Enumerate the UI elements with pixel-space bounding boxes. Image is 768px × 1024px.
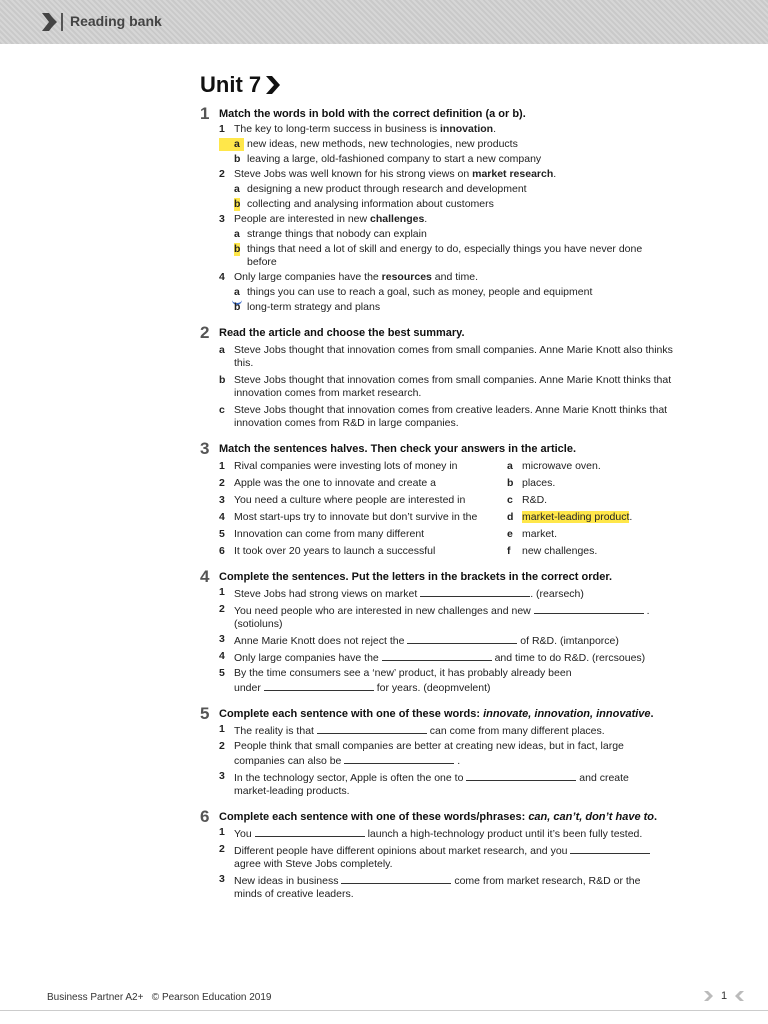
option-b: b long-term strategy and plans <box>234 301 381 313</box>
option-b: b things that need a lot of skill and energy to do, especially things you have never done before <box>234 243 643 268</box>
sentence-1: 1 The reality is that can come from many different places. <box>219 723 605 737</box>
option-b: b collecting and analysing information about customers <box>234 198 494 210</box>
answer-blank[interactable] <box>570 843 650 854</box>
answer-blank[interactable] <box>264 680 374 691</box>
sentence-1: 1 You launch a high-technology product until it’s been fully tested. <box>219 826 643 840</box>
exercise-1 <box>200 104 680 314</box>
exercise-number: 4 <box>200 567 210 586</box>
exercise-instruction: Read the article and choose the best summary. <box>219 327 465 339</box>
sentence-3: 3 New ideas in business come from market research, R&D or the minds of creative leaders. <box>219 873 641 900</box>
match-row: 1 Rival companies were investing lots of money in a microwave oven. <box>219 460 601 472</box>
chevron-right-icon <box>264 76 280 94</box>
exercise-5 <box>200 704 680 798</box>
summary-a: a Steve Jobs thought that innovation comes from small companies. Anne Marie Knott also thinks this. <box>219 344 673 369</box>
exercise-number: 5 <box>200 704 210 723</box>
exercise-instruction: Complete each sentence with one of these words/phrases: can, can’t, don’t have to. <box>219 811 658 823</box>
header-title: Reading bank <box>70 13 162 29</box>
sentence-1: 1 Steve Jobs had strong views on market . (rearsech) <box>219 586 584 600</box>
answer-highlight: b <box>234 243 241 255</box>
exercise-number: 1 <box>200 104 210 123</box>
exercise-number: 3 <box>200 439 210 458</box>
question-1: 1 The key to long-term success in business is innovation. <box>219 123 497 135</box>
option-a: a strange things that nobody can explain <box>234 228 427 240</box>
double-chevron-icon <box>42 13 62 31</box>
answer-blank[interactable] <box>407 633 517 644</box>
option-a: a designing a new product through research and development <box>234 183 527 195</box>
answer-highlight: market-leading product <box>522 511 630 523</box>
match-row: 4 Most start-ups try to innovate but don’t survive in the d market-leading product. <box>219 511 633 523</box>
worksheet <box>200 70 680 901</box>
page-indicator <box>704 990 744 1002</box>
sentence-5: 5 By the time consumers see a ‘new’ product, it has probably already been under for years. (deopmvelent) <box>219 667 572 694</box>
copyright: © Pearson Education 2019 <box>151 992 272 1003</box>
option-b: b leaving a large, old-fashioned company to start a new company <box>234 153 542 165</box>
sentence-3: 3 Anne Marie Knott does not reject the of R&D. (imtanporce) <box>219 633 619 647</box>
match-row: 2 Apple was the one to innovate and create a b places. <box>219 477 556 489</box>
answer-blank[interactable] <box>420 586 530 597</box>
option-a: a things you can use to reach a goal, such as money, people and equipment <box>200 286 680 299</box>
match-row: 6 It took over 20 years to launch a successful f new challenges. <box>219 545 598 557</box>
match-row: 3 You need a culture where people are interested in c R&D. <box>219 494 548 506</box>
answer-blank[interactable] <box>255 826 365 837</box>
page-edge-line <box>0 1010 768 1011</box>
chevron-left-icon <box>732 991 744 1001</box>
question-2: 2 Steve Jobs was well known for his strong views on market research. <box>219 168 557 180</box>
exercise-3 <box>200 439 680 558</box>
exercise-instruction: Match the sentences halves. Then check your answers in the article. <box>219 443 577 455</box>
answer-blank[interactable] <box>382 650 492 661</box>
exercise-instruction: Match the words in bold with the correct definition (a or b). <box>219 108 526 120</box>
exercise-4 <box>200 567 680 695</box>
exercise-6 <box>200 807 680 901</box>
sentence-2: 2 Different people have different opinions about market research, and you agree with Steve Jobs completely. <box>200 843 680 871</box>
answer-highlight: b <box>234 198 241 210</box>
sentence-2: 2 People think that small companies are better at creating new ideas, but in fact, large companies can also be . <box>219 740 624 767</box>
summary-b: b Steve Jobs thought that innovation comes from small companies. Anne Marie Knott thinks that innovation comes from market research. <box>219 374 672 399</box>
header-divider <box>61 13 63 31</box>
chevron-right-icon <box>704 991 716 1001</box>
exercise-instruction: Complete each sentence with one of these words: innovate, innovation, innovative. <box>219 708 654 720</box>
unit-title: Unit 7 <box>200 70 680 100</box>
match-row: 5 Innovation can come from many different e market. <box>219 528 558 540</box>
answer-blank[interactable] <box>317 723 427 734</box>
page-number: 1 <box>721 990 728 1002</box>
footer <box>47 992 271 1003</box>
sentence-3: 3 In the technology sector, Apple is often the one to and create market-leading products. <box>219 770 629 797</box>
answer-blank[interactable] <box>466 770 576 781</box>
exercise-instruction: Complete the sentences. Put the letters in the brackets in the correct order. <box>219 571 613 583</box>
book-title: Business Partner A2+ <box>47 992 144 1003</box>
option-a: a new ideas, new methods, new technologies, new products <box>200 138 680 151</box>
sentence-2: 2 You need people who are interested in new challenges and new . (sotioluns) <box>219 603 650 630</box>
answer-blank[interactable] <box>344 753 454 764</box>
exercise-number: 6 <box>200 807 210 826</box>
answer-highlight <box>219 138 244 151</box>
summary-c: c Steve Jobs thought that innovation comes from creative leaders. Anne Marie Knott thinks that innovation comes from R&D in large companies. <box>219 404 668 429</box>
answer-blank[interactable] <box>534 603 644 614</box>
exercise-2 <box>200 323 680 430</box>
answer-blank[interactable] <box>341 873 451 884</box>
exercise-number: 2 <box>200 323 210 342</box>
question-4: 4 Only large companies have the resources and time. <box>219 271 478 283</box>
question-3: 3 People are interested in new challenges. <box>219 213 428 225</box>
header-bar <box>0 0 768 44</box>
sentence-4: 4 Only large companies have the and time to do R&D. (rercsoues) <box>219 650 646 664</box>
